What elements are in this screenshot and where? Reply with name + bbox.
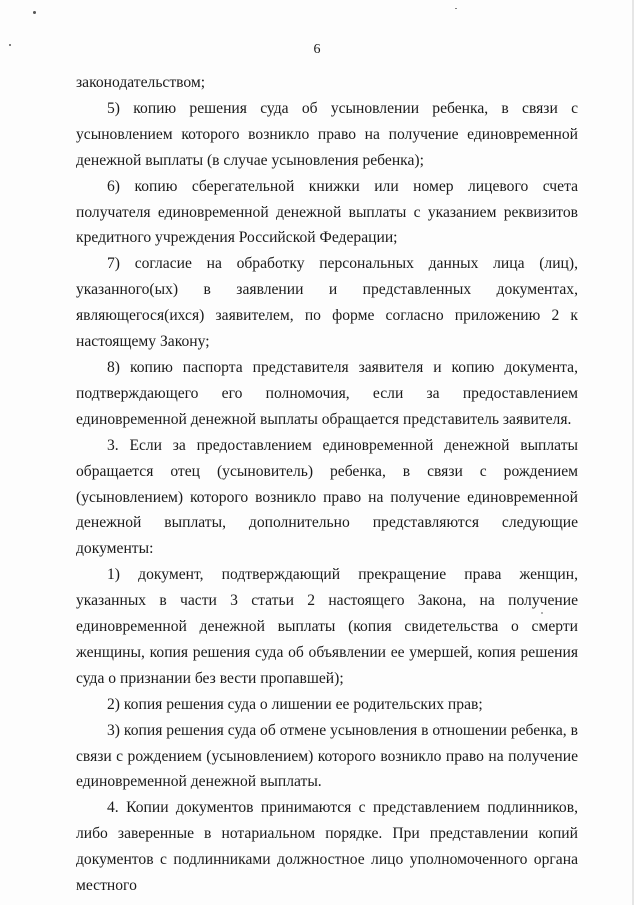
- document-body: [76, 70, 578, 899]
- paragraph: 4. Копии документов принимаются с представлением подлинников, либо заверенные в нотариальном порядке. При представлении копий документов с подлинниками должностное лицо уполномоченного органа местного: [76, 799, 578, 895]
- paragraph: 1) документ, подтверждающий прекращение права женщин, указанных в части 3 статьи 2 настоящего Закона, на получение единовременной денежной выплаты (копия свидетельства о смерти женщины, копия решения суда об объявлении ее умершей, копия решения суда о признании без вести пропавшей);: [76, 566, 578, 687]
- scan-speck: [455, 8, 457, 9]
- paragraph: 2) копия решения суда о лишении ее родительских прав;: [107, 695, 483, 713]
- paragraph: законодательством;: [76, 74, 206, 91]
- paragraph: 3. Если за предоставлением единовременной денежной выплаты обращается отец (усыновитель) ребенка, в связи с рождением (усыновлением) которого возникло право на получение единовременной денежной выплаты, дополнительно представляются следующие документы:: [76, 436, 578, 558]
- paragraph: 7) согласие на обработку персональных данных лица (лиц), указанного(ых) в заявлении и представленных документах, являющегося(ихся) заявителем, по форме согласно приложению 2 к настоящему Закону;: [76, 255, 578, 351]
- paragraph: 3) копия решения суда об отмене усыновления в отношении ребенка, в связи с рождением (усыновлением) которого возникло право на получение единовременной денежной выплаты.: [76, 721, 578, 791]
- paragraph: 5) копию решения суда об усыновлении ребенка, в связи с усыновлением которого возникло право на получение единовременной денежной выплаты (в случае усыновления ребенка);: [76, 99, 578, 169]
- scan-speck: [33, 11, 36, 14]
- paragraph: 8) копию паспорта представителя заявителя и копию документа, подтверждающего его полномочия, если за предоставлением единовременной денежной выплаты обращается представитель заявителя.: [76, 358, 578, 428]
- paragraph: 6) копию сберегательной книжки или номер лицевого счета получателя единовременной денежной выплаты с указанием реквизитов кредитного учреждения Российской Федерации;: [76, 177, 578, 247]
- page-number: 6: [313, 42, 321, 57]
